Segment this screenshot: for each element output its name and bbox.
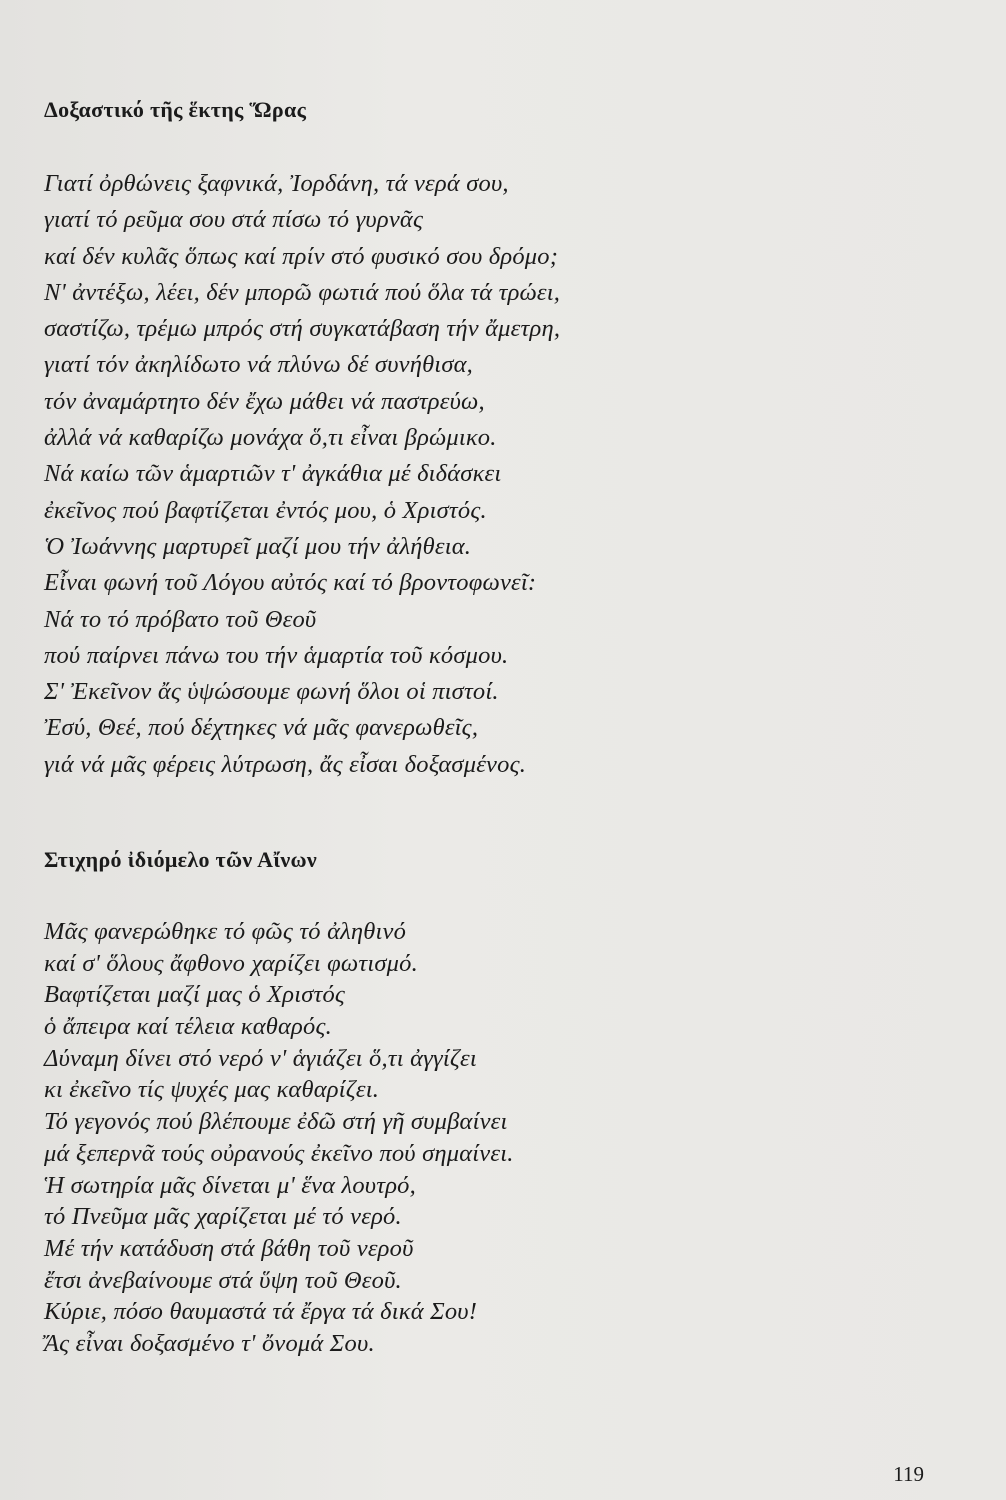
verse-line: Ὁ Ἰωάννης μαρτυρεῖ μαζί μου τήν ἀλήθεια. — [44, 532, 472, 560]
verse-block — [44, 166, 944, 783]
verse-line: μά ξεπερνᾶ τούς οὐρανούς ἐκεῖνο πού σημαίνει. — [44, 1139, 514, 1167]
verse-line: κι ἐκεῖνο τίς ψυχές μας καθαρίζει. — [44, 1076, 380, 1104]
verse-line: καί δέν κυλᾶς ὅπως καί πρίν στό φυσικό σου δρόμο; — [44, 242, 559, 270]
verse-line: Ἡ σωτηρία μᾶς δίνεται μ' ἕνα λουτρό, — [44, 1171, 416, 1199]
verse-line: τόν ἀναμάρτητο δέν ἔχω μάθει νά παστρεύω, — [44, 387, 485, 415]
section-title: Δοξαστικό τῆς ἕκτης Ὥρας — [44, 97, 307, 122]
verse-line: γιατί τό ρεῦμα σου στά πίσω τό γυρνᾶς — [44, 206, 424, 234]
verse-line: τό Πνεῦμα μᾶς χαρίζεται μέ τό νερό. — [44, 1203, 402, 1231]
verse-line: Δύναμη δίνει στό νερό ν' ἁγιάζει ὅ,τι ἀγγίζει — [44, 1044, 477, 1072]
verse-line: Εἶναι φωνή τοῦ Λόγου αὐτός καί τό βροντοφωνεῖ: — [44, 569, 537, 597]
verse-block — [44, 916, 944, 1360]
verse-line: γιά νά μᾶς φέρεις λύτρωση, ἄς εἶσαι δοξασμένος. — [44, 750, 527, 778]
verse-line: πού παίρνει πάνω του τήν ἁμαρτία τοῦ κόσμου. — [44, 641, 509, 669]
verse-line: ἐκεῖνος πού βαφτίζεται ἐντός μου, ὁ Χριστός. — [44, 496, 487, 524]
verse-line: ἀλλά νά καθαρίζω μονάχα ὅ,τι εἶναι βρώμικο. — [44, 424, 497, 452]
page-number: 119 — [893, 1462, 924, 1486]
verse-line: ἔτσι ἀνεβαίνουμε στά ὕψη τοῦ Θεοῦ. — [44, 1266, 402, 1294]
verse-line: Τό γεγονός πού βλέπουμε ἐδῶ στή γῆ συμβαίνει — [44, 1108, 508, 1136]
verse-line: Σ' Ἐκεῖνον ἄς ὑψώσουμε φωνή ὅλοι οἱ πιστοί. — [44, 678, 499, 706]
verse-line: γιατί τόν ἀκηλίδωτο νά πλύνω δέ συνήθισα, — [44, 351, 473, 379]
verse-line: Ἐσύ, Θεέ, πού δέχτηκες νά μᾶς φανερωθεῖς, — [44, 714, 479, 742]
verse-line: Μᾶς φανερώθηκε τό φῶς τό ἀληθινό — [44, 918, 407, 945]
verse-line: Μέ τήν κατάδυση στά βάθη τοῦ νεροῦ — [44, 1234, 414, 1262]
verse-line: ὁ ἄπειρα καί τέλεια καθαρός. — [44, 1013, 332, 1041]
verse-line: Γιατί ὀρθώνεις ξαφνικά, Ἰορδάνη, τά νερά σου, — [44, 170, 509, 197]
verse-line: σαστίζω, τρέμω μπρός στή συγκατάβαση τήν ἄμετρη, — [44, 315, 561, 343]
hymn-section — [44, 92, 944, 783]
verse-line: Κύριε, πόσο θαυμαστά τά ἔργα τά δικά Σου! — [44, 1298, 478, 1326]
verse-line: Ν' ἀντέξω, λέει, δέν μπορῶ φωτιά πού ὅλα τά τρώει, — [44, 278, 561, 306]
verse-line: Ἄς εἶναι δοξασμένο τ' ὄνομά Σου. — [44, 1329, 375, 1357]
hymn-section — [44, 842, 944, 1360]
verse-line: Βαφτίζεται μαζί μας ὁ Χριστός — [44, 981, 346, 1009]
verse-line: καί σ' ὅλους ἄφθονο χαρίζει φωτισμό. — [44, 949, 418, 977]
section-title: Στιχηρό ἰδιόμελο τῶν Αἴνων — [44, 847, 318, 872]
verse-line: Νά το τό πρόβατο τοῦ Θεοῦ — [44, 605, 317, 633]
verse-line: Νά καίω τῶν ἁμαρτιῶν τ' ἀγκάθια μέ διδάσκει — [44, 460, 502, 488]
